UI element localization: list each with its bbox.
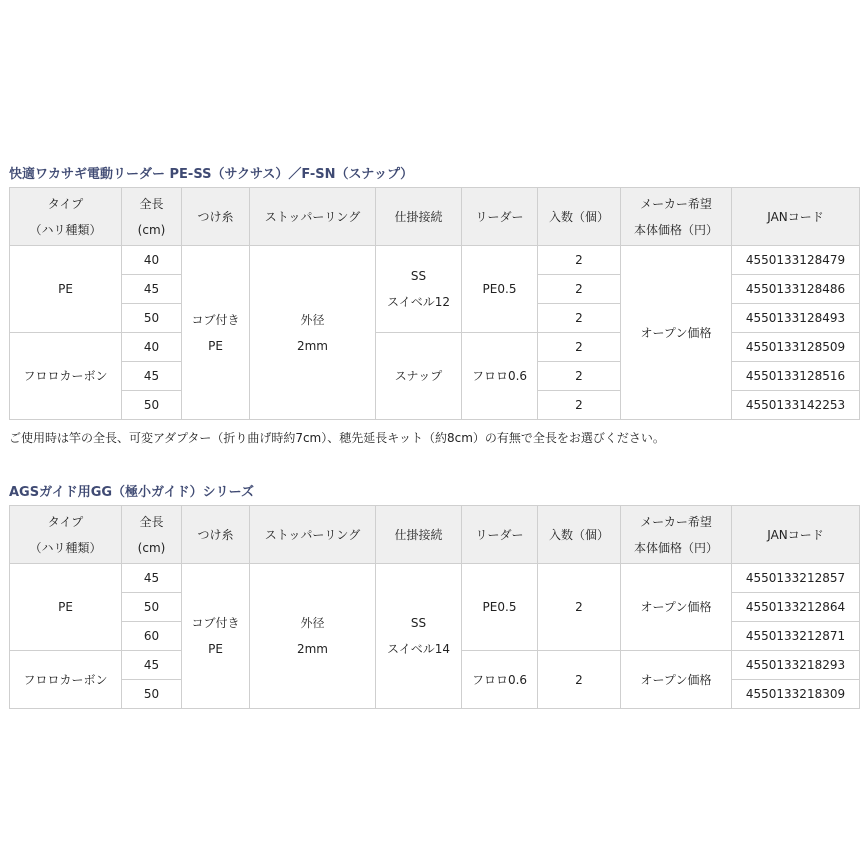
- jan-cell: 4550133212871: [732, 622, 860, 651]
- length-cell: 45: [122, 275, 182, 304]
- qty-cell: 2: [538, 651, 621, 709]
- jan-cell: 4550133128479: [732, 246, 860, 275]
- header-qty: 入数（個）: [538, 506, 621, 564]
- header-stopper: ストッパーリング: [250, 506, 376, 564]
- length-cell: 60: [122, 622, 182, 651]
- jan-cell: 4550133128486: [732, 275, 860, 304]
- qty-cell: 2: [538, 304, 621, 333]
- section-title-ags-guide: AGSガイド用GG（極小ガイド）シリーズ: [9, 485, 255, 500]
- header-price: メーカー希望 本体価格（円）: [621, 188, 732, 246]
- spec-table-electric-leader: [9, 187, 860, 420]
- stopper-cell: 外径 2mm: [250, 564, 376, 709]
- header-line: つけ糸: [182, 188, 250, 246]
- line-cell: コブ付き PE: [182, 564, 250, 709]
- qty-cell: 2: [538, 246, 621, 275]
- length-cell: 45: [122, 362, 182, 391]
- jan-cell: 4550133218309: [732, 680, 860, 709]
- type-cell: フロロカーボン: [10, 651, 122, 709]
- qty-cell: 2: [538, 564, 621, 651]
- length-cell: 50: [122, 593, 182, 622]
- jan-cell: 4550133142253: [732, 391, 860, 420]
- table-row: [10, 333, 860, 362]
- header-type: タイプ （ハリ種類）: [10, 188, 122, 246]
- length-cell: 40: [122, 333, 182, 362]
- qty-cell: 2: [538, 333, 621, 362]
- header-stopper: ストッパーリング: [250, 188, 376, 246]
- usage-note: ご使用時は竿の全長、可変アダプター（折り曲げ時約7cm）、穂先延長キット（約8cm）の有無で全長をお選びください。: [9, 431, 665, 445]
- stopper-cell: 外径 2mm: [250, 246, 376, 420]
- table-row: [10, 246, 860, 275]
- type-cell: PE: [10, 246, 122, 333]
- length-cell: 50: [122, 391, 182, 420]
- qty-cell: 2: [538, 391, 621, 420]
- length-cell: 40: [122, 246, 182, 275]
- section-title-electric-leader: 快適ワカサギ電動リーダー PE-SS（サクサス）／F-SN（スナップ）: [9, 167, 414, 182]
- leader-cell: PE0.5: [462, 246, 538, 333]
- header-connection: 仕掛接続: [376, 506, 462, 564]
- connection-cell: SS スイベル12: [376, 246, 462, 333]
- header-qty: 入数（個）: [538, 188, 621, 246]
- jan-cell: 4550133212864: [732, 593, 860, 622]
- leader-cell: PE0.5: [462, 564, 538, 651]
- qty-cell: 2: [538, 362, 621, 391]
- leader-cell: フロロ0.6: [462, 333, 538, 420]
- leader-cell: フロロ0.6: [462, 651, 538, 709]
- length-cell: 50: [122, 304, 182, 333]
- header-price: メーカー希望 本体価格（円）: [621, 506, 732, 564]
- type-cell: フロロカーボン: [10, 333, 122, 420]
- header-jan: JANコード: [732, 188, 860, 246]
- header-leader: リーダー: [462, 188, 538, 246]
- length-cell: 45: [122, 564, 182, 593]
- connection-cell: スナップ: [376, 333, 462, 420]
- header-leader: リーダー: [462, 506, 538, 564]
- header-length: 全長 (cm): [122, 188, 182, 246]
- jan-cell: 4550133218293: [732, 651, 860, 680]
- price-cell: オープン価格: [621, 246, 732, 420]
- price-cell: オープン価格: [621, 564, 732, 651]
- jan-cell: 4550133212857: [732, 564, 860, 593]
- connection-cell: SS スイベル14: [376, 564, 462, 709]
- jan-cell: 4550133128516: [732, 362, 860, 391]
- jan-cell: 4550133128509: [732, 333, 860, 362]
- table-header-row: [10, 188, 860, 246]
- header-line: つけ糸: [182, 506, 250, 564]
- price-cell: オープン価格: [621, 651, 732, 709]
- table-header-row: [10, 506, 860, 564]
- length-cell: 45: [122, 651, 182, 680]
- jan-cell: 4550133128493: [732, 304, 860, 333]
- header-jan: JANコード: [732, 506, 860, 564]
- spec-table-ags-guide: [9, 505, 860, 709]
- header-type: タイプ （ハリ種類）: [10, 506, 122, 564]
- length-cell: 50: [122, 680, 182, 709]
- header-length: 全長 (cm): [122, 506, 182, 564]
- header-connection: 仕掛接続: [376, 188, 462, 246]
- qty-cell: 2: [538, 275, 621, 304]
- table-row: [10, 564, 860, 593]
- type-cell: PE: [10, 564, 122, 651]
- line-cell: コブ付き PE: [182, 246, 250, 420]
